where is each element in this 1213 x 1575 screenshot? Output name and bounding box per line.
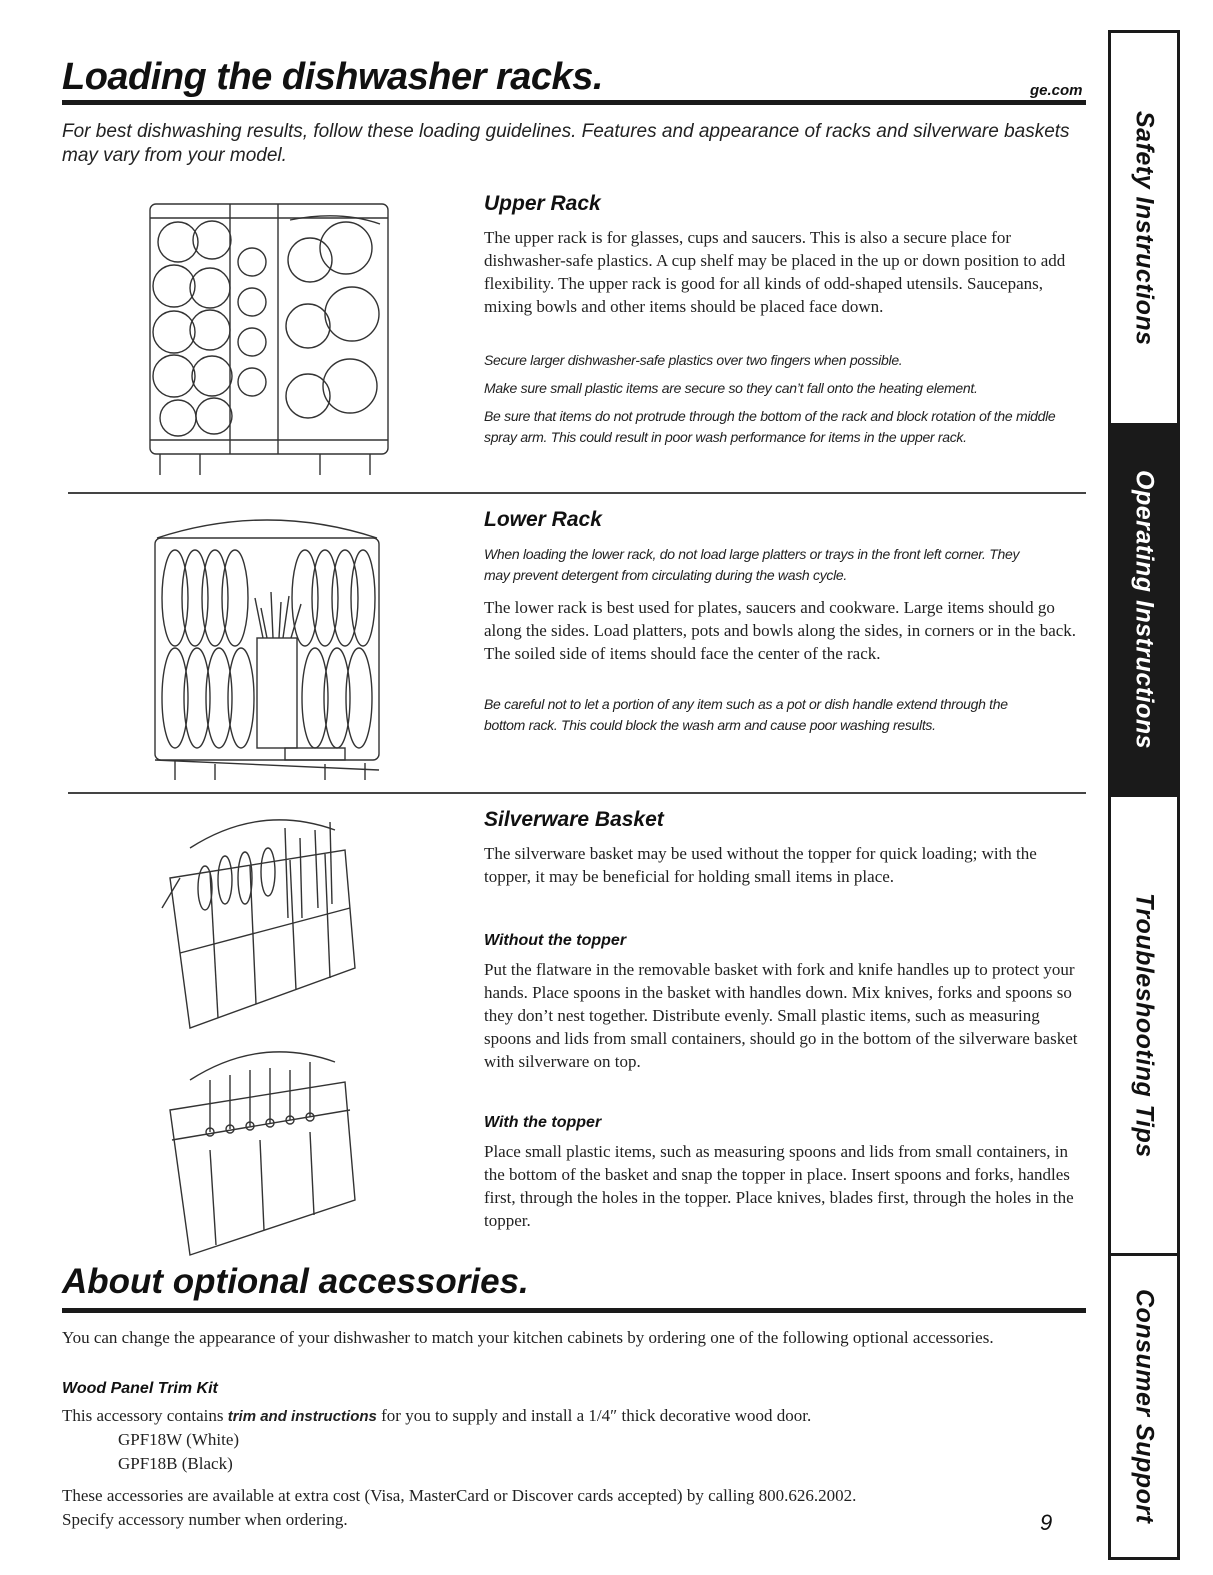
page-number: 9 (1040, 1510, 1053, 1535)
upper-rack-heading: Upper Rack (484, 192, 601, 215)
without-topper-body: Put the flatware in the removable basket with fork and knife handles up to protect your hands. Place spoons in the basket with handles down. Mix knives, forks and spoons so they don’t nest together. Distribute evenly. Small plastic items, such as measuring spoons and lids from small containers, should go in the bottom of the silverware basket with silverware on top. (484, 960, 1078, 1071)
upper-rack-illustration (140, 190, 400, 480)
silverware-heading: Silverware Basket (484, 808, 664, 831)
model-white: GPF18W (White) (118, 1430, 240, 1449)
tab-label: Consumer Support (1130, 1288, 1159, 1524)
tab-consumer-support[interactable] (1111, 1256, 1177, 1556)
with-topper-heading: With the topper (484, 1114, 602, 1131)
tab-safety-instructions[interactable] (1111, 33, 1177, 423)
tab-label: Troubleshooting Tips (1130, 892, 1159, 1158)
page-title: Loading the dishwasher racks. (62, 56, 603, 98)
accessories-intro: You can change the appearance of your dishwasher to match your kitchen cabinets by ordering one of the following optional accessories. (62, 1328, 994, 1347)
section-sidebar (1108, 30, 1180, 1560)
model-black: GPF18B (Black) (118, 1454, 233, 1473)
lower-rack-note-bottom: Be careful not to let a portion of any item such as a pot or dish handle extend through the bottom rack. This could block the wash arm and cause poor washing results. (484, 696, 1008, 733)
tab-operating-instructions[interactable] (1111, 423, 1177, 797)
lower-rack-note-top: When loading the lower rack, do not load large platters or trays in the front left corner. They may prevent detergent from circulating during the wash cycle. (484, 546, 1020, 583)
title-rule (62, 100, 1086, 105)
upper-rack-note-3: Be sure that items do not protrude through the bottom of the rack and block rotation of the middle spray arm. This could result in poor wash performance for items in the upper rack. (484, 408, 1056, 445)
tab-label: Safety Instructions (1130, 110, 1159, 346)
wood-panel-kit-heading: Wood Panel Trim Kit (62, 1380, 218, 1397)
silverware-basket-illustration-without-topper (150, 808, 370, 1038)
without-topper-heading: Without the topper (484, 932, 627, 949)
availability-text: These accessories are available at extra cost (Visa, MasterCard or Discover cards accepted) by calling 800.626.2002. (62, 1486, 857, 1505)
silverware-body: The silverware basket may be used without the topper for quick loading; with the topper, it may be beneficial for holding small items in place. (484, 844, 1037, 886)
intro-text: For best dishwashing results, follow these loading guidelines. Features and appearance of racks and silverware baskets may vary from your model. (62, 121, 1070, 166)
lower-rack-illustration (145, 508, 390, 783)
tab-label: Operating Instructions (1130, 470, 1159, 750)
accessories-title: About optional accessories. (62, 1262, 529, 1301)
upper-rack-note-2: Make sure small plastic items are secure so they can’t fall onto the heating element. (484, 380, 978, 396)
tab-troubleshooting-tips[interactable] (1111, 797, 1177, 1253)
with-topper-body: Place small plastic items, such as measuring spoons and lids from small containers, in the bottom of the basket and snap the topper in place. Insert spoons and forks, handles first, through the holes in the topper. Place knives, blades first, through the holes in the topper. (484, 1142, 1074, 1230)
section-divider (68, 792, 1086, 794)
section-divider (68, 492, 1086, 494)
silverware-basket-illustration-with-topper (150, 1040, 370, 1260)
kit-emphasis: trim and instructions (227, 1408, 377, 1425)
specify-text: Specify accessory number when ordering. (62, 1510, 348, 1529)
lower-rack-body: The lower rack is best used for plates, saucers and cookware. Large items should go along the sides. Load platters, pots and bowls along the sides, in corners or in the back. The soiled side of items should face the center of the rack. (484, 598, 1077, 663)
lower-rack-heading: Lower Rack (484, 508, 602, 531)
upper-rack-note-1: Secure larger dishwasher-safe plastics over two fingers when possible. (484, 352, 903, 368)
wood-panel-kit-text: This accessory contains trim and instructions for you to supply and install a 1/4″ thick decorative wood door. (62, 1406, 812, 1425)
site-url: ge.com (1030, 82, 1083, 99)
accessories-rule (62, 1308, 1086, 1313)
upper-rack-body: The upper rack is for glasses, cups and saucers. This is also a secure place for dishwasher-safe plastics. A cup shelf may be placed in the up or down position to add flexibility. The upper rack is good for all kinds of odd-shaped utensils. Saucepans, mixing bowls and other items should be placed face down. (484, 228, 1066, 316)
